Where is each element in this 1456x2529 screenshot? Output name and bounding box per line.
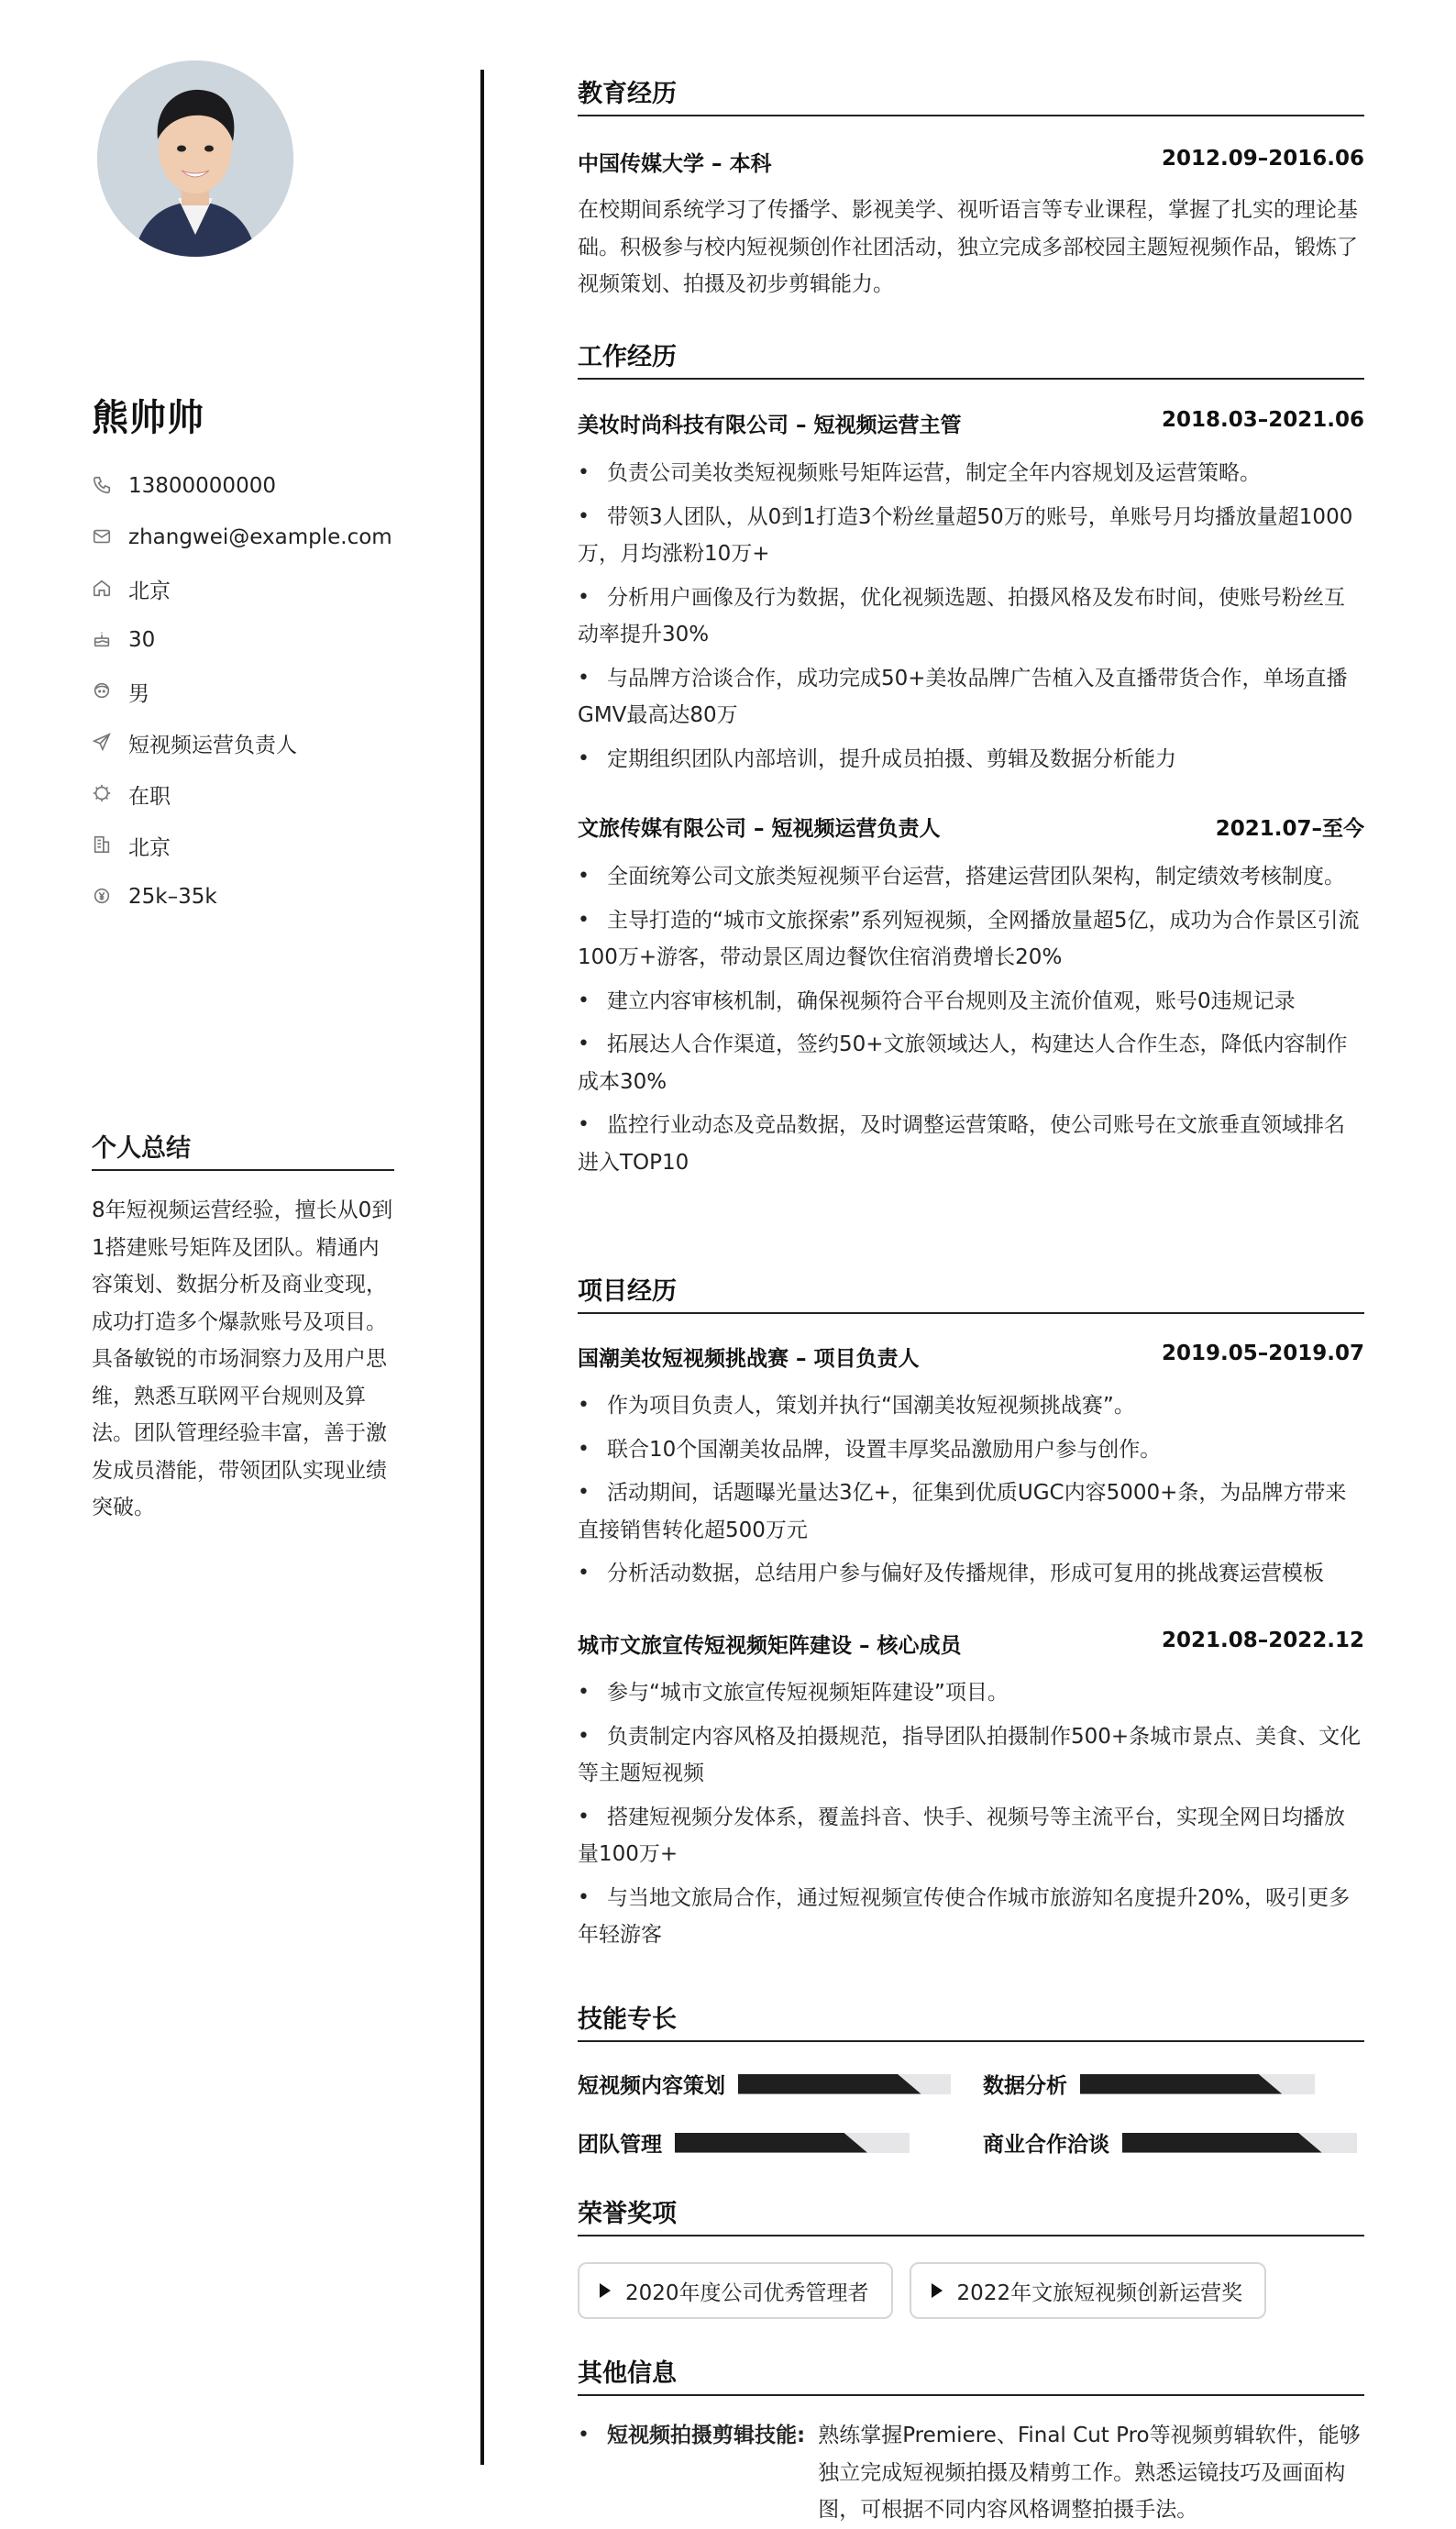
info-work-city	[92, 820, 394, 871]
project-date: 2021.08–2022.12	[1161, 1629, 1364, 1652]
skill-bar	[675, 2133, 910, 2153]
list-item: • 分析用户画像及行为数据，优化视频选题、拍摄风格及发布时间，使账号粉丝互动率提升30%	[578, 580, 1364, 654]
home-icon	[92, 578, 114, 600]
info-text: zhangwei@example.com	[128, 525, 392, 549]
skill-bar	[1080, 2074, 1315, 2094]
candidate-name: 熊帅帅	[92, 397, 204, 439]
skill-bar-fill	[675, 2133, 867, 2153]
play-triangle-icon	[932, 2283, 943, 2298]
skill-name: 数据分析	[983, 2074, 1067, 2098]
project-title: 国潮美妆短视频挑战赛 – 项目负责人	[578, 1347, 920, 1371]
skills-title: 技能专长	[578, 1999, 1364, 2042]
skill-bar	[1122, 2133, 1357, 2153]
info-position	[92, 717, 394, 768]
other-label: 短视频拍摄剪辑技能:	[607, 2424, 806, 2447]
list-item: • 定期组织团队内部培训，提升成员拍摄、剪辑及数据分析能力	[578, 741, 1364, 779]
list-item: • 活动期间，话题曝光量达3亿+，征集到优质UGC内容5000+条，为品牌方带来直接销售转化超500万元	[578, 1474, 1364, 1549]
project-date: 2019.05–2019.07	[1161, 1342, 1364, 1365]
project-head	[578, 1342, 1364, 1372]
info-text: 北京	[128, 579, 171, 603]
status-icon	[92, 783, 114, 805]
info-phone	[92, 460, 394, 512]
job-date: 2021.07–至今	[1215, 817, 1364, 841]
info-text: 在职	[128, 784, 171, 809]
cake-icon	[92, 629, 114, 651]
job-head	[578, 408, 1364, 438]
job-title: 文旅传媒有限公司 – 短视频运营负责人	[578, 817, 941, 841]
info-age	[92, 614, 394, 666]
awards-list	[578, 2262, 1266, 2319]
skill-bar-fill	[738, 2074, 921, 2094]
skill-bar	[738, 2074, 951, 2094]
job-head	[578, 812, 1364, 842]
list-item: • 联合10个国潮美妆品牌，设置丰厚奖品激励用户参与创作。	[578, 1431, 1364, 1469]
list-item: • 分析活动数据，总结用户参与偏好及传播规律，形成可复用的挑战赛运营模板	[578, 1555, 1364, 1593]
skill-item	[578, 2127, 910, 2158]
bullet-dot: •	[578, 2424, 590, 2446]
info-salary	[92, 871, 394, 922]
other-text: 熟练掌握Premiere、Final Cut Pro等视频剪辑软件，能够独立完成短视频拍摄及精剪工作。熟悉运镜技巧及画面构图，可根据不同内容风格调整拍摄手法。	[818, 2424, 1361, 2522]
info-text: 短视频运营负责人	[128, 733, 297, 757]
list-item: • 负责公司美妆类短视频账号矩阵运营，制定全年内容规划及运营策略。	[578, 455, 1364, 492]
job-bullets	[578, 858, 1364, 1187]
list-item: • 与品牌方洽谈合作，成功完成50+美妆品牌广告植入及直播带货合作，单场直播GMV最高达80万	[578, 660, 1364, 734]
column-divider	[480, 70, 484, 2465]
list-item: • 作为项目负责人，策划并执行“国潮美妆短视频挑战赛”。	[578, 1387, 1364, 1425]
phone-icon	[92, 475, 114, 497]
summary-text: 8年短视频运营经验，擅长从0到1搭建账号矩阵及团队。精通内容策划、数据分析及商业变现，成功打造多个爆款账号及项目。具备敏锐的市场洞察力及用户思维，熟悉互联网平台规则及算法。团队管理经验丰富，善于激发成员潜能，带领团队实现业绩突破。	[92, 1198, 393, 1519]
contact-info-list	[92, 460, 394, 922]
list-item: • 主导打造的“城市文旅探索”系列短视频，全网播放量超5亿，成功为合作景区引流100万+游客，带动景区周边餐饮住宿消费增长20%	[578, 902, 1364, 977]
play-triangle-icon	[600, 2283, 611, 2298]
school-name: 中国传媒大学 – 本科	[578, 152, 772, 176]
award-badge	[910, 2262, 1267, 2319]
project-head	[578, 1629, 1364, 1659]
job-title: 美妆时尚科技有限公司 – 短视频运营主管	[578, 414, 962, 437]
other-title: 其他信息	[578, 2353, 1364, 2396]
skill-item	[983, 2127, 1357, 2158]
project-bullets	[578, 1674, 1364, 1960]
skill-name: 团队管理	[578, 2133, 662, 2157]
project-bullets	[578, 1387, 1364, 1599]
list-item: • 监控行业动态及竞品数据，及时调整运营策略，使公司账号在文旅垂直领域排名进入TOP10	[578, 1107, 1364, 1181]
avatar-portrait-icon	[97, 61, 293, 257]
info-status	[92, 768, 394, 820]
info-gender	[92, 666, 394, 717]
education-date: 2012.09–2016.06	[1161, 147, 1364, 171]
list-item: • 参与“城市文旅宣传短视频矩阵建设”项目。	[578, 1674, 1364, 1712]
building-icon	[92, 834, 114, 856]
send-icon	[92, 732, 114, 754]
job-bullets	[578, 455, 1364, 784]
skill-bar-fill	[1080, 2074, 1282, 2094]
education-title: 教育经历	[578, 73, 1364, 116]
info-city	[92, 563, 394, 614]
education-head	[578, 147, 1364, 177]
projects-title: 项目经历	[578, 1271, 1364, 1314]
salary-icon	[92, 886, 114, 908]
skill-bar-fill	[1122, 2133, 1322, 2153]
other-item	[578, 2417, 1364, 2529]
summary-title: 个人总结	[92, 1128, 394, 1171]
mail-icon	[92, 526, 114, 548]
info-text: 13800000000	[128, 474, 276, 498]
list-item: • 拓展达人合作渠道，签约50+文旅领域达人，构建达人合作生态，降低内容制作成本30%	[578, 1026, 1364, 1100]
awards-title: 荣誉奖项	[578, 2193, 1364, 2236]
skill-name: 短视频内容策划	[578, 2074, 725, 2098]
list-item: • 建立内容审核机制，确保视频符合平台规则及主流价值观，账号0违规记录	[578, 983, 1364, 1021]
award-label: 2022年文旅短视频创新运营奖	[956, 2281, 1243, 2305]
list-item: • 全面统筹公司文旅类短视频平台运营，搭建运营团队架构，制定绩效考核制度。	[578, 858, 1364, 896]
skill-item	[983, 2069, 1315, 2099]
job-date: 2018.03–2021.06	[1161, 408, 1364, 432]
award-badge	[578, 2262, 893, 2319]
list-item: • 负责制定内容风格及拍摄规范，指导团队拍摄制作500+条城市景点、美食、文化等主题短视频	[578, 1718, 1364, 1793]
skill-name: 商业合作洽谈	[983, 2133, 1109, 2157]
list-item: • 带领3人团队，从0到1打造3个粉丝量超50万的账号，单账号月均播放量超1000万，月均涨粉10万+	[578, 499, 1364, 573]
info-text: 30	[128, 628, 156, 652]
education-desc: 在校期间系统学习了传播学、影视美学、视听语言等专业课程，掌握了扎实的理论基础。积极参与校内短视频创作社团活动，独立完成多部校园主题短视频作品，锻炼了视频策划、拍摄及初步剪辑能力。	[578, 198, 1358, 296]
award-label: 2020年度公司优秀管理者	[625, 2281, 869, 2305]
avatar	[97, 61, 293, 257]
skill-item	[578, 2069, 951, 2099]
list-item: • 搭建短视频分发体系，覆盖抖音、快手、视频号等主流平台，实现全网日均播放量100万+	[578, 1799, 1364, 1873]
info-text: 北京	[128, 835, 171, 860]
info-text: 男	[128, 681, 149, 706]
work-title: 工作经历	[578, 337, 1364, 380]
info-text: 25k–35k	[128, 885, 217, 909]
gender-icon	[92, 680, 114, 702]
info-email	[92, 512, 394, 563]
list-item: • 与当地文旅局合作，通过短视频宣传使合作城市旅游知名度提升20%，吸引更多年轻游客	[578, 1880, 1364, 1954]
project-title: 城市文旅宣传短视频矩阵建设 – 核心成员	[578, 1634, 962, 1658]
